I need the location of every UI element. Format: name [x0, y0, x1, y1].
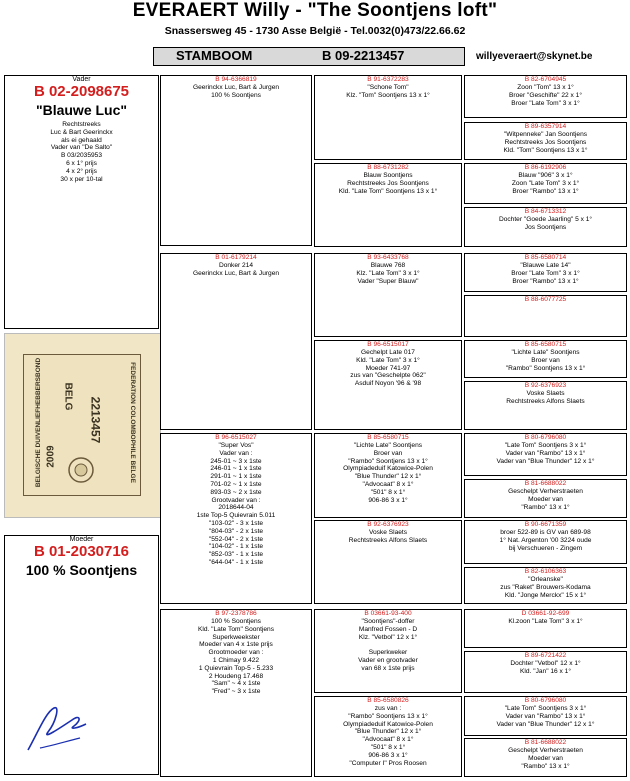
ring-number: B 01-6179214	[215, 254, 257, 261]
great-grandparent-box	[314, 163, 462, 247]
pigeon-notes: broer 522-89 is GV van 689-98 1° Nat. Argenton '00 3224 oude bij Verschueren - Zingem	[499, 529, 592, 552]
pigeon-notes: Donker 214 Geerinckx Luc, Bart & Jurgen	[192, 262, 280, 277]
ring-number: B 82-6704945	[524, 76, 567, 83]
pigeon-notes: "Orleanske" zus "Raket" Brouwers-Kodama Kld. "Jonge Merckx" 15 x 1°	[500, 576, 591, 599]
pigeon-notes: Geerinckx Luc, Bart & Jurgen 100 % Soontjens	[192, 84, 280, 99]
pigeon-notes: Geschelpt Verherstraeten Moeder van "Rambo" 13 x 1°	[508, 488, 583, 511]
great-grandparent-box	[314, 253, 462, 337]
ancestor-box	[464, 253, 627, 292]
sire-name: "Blauwe Luc"	[35, 102, 128, 118]
pigeon-notes: "Lichte Late" Soontjens Broer van "Rambo" Soontjens 13 x 1°	[505, 349, 586, 372]
ring-number: B 85-6580826	[367, 697, 409, 704]
ring-number: B 96-6515027	[215, 434, 257, 441]
pigeon-notes: "Blauwe Late 14" Broer "Late Tom" 3 x 1° Broer "Rambo" 13 x 1°	[511, 262, 580, 285]
pigeon-notes: Blauwe 768 Klz. "Late Tom" 3 x 1° Vader "Super Blauw"	[356, 262, 420, 285]
sire-details: Rechtstreeks Luc & Bart Geerinckx als ei gehaald Vader van "De Salto" B 03/2035953 6 x 1° prijs 4 x 2° prijs 30 x per 10-tal	[50, 121, 113, 183]
great-grandparent-box	[314, 696, 462, 777]
ring-number: D 03661-92-699	[521, 610, 570, 617]
sire-box	[4, 75, 159, 329]
ring-card-number: 2213457	[88, 396, 103, 444]
ancestor-box	[464, 122, 627, 160]
ring-number: B 85-6580715	[524, 341, 567, 348]
grandparent-box	[160, 609, 312, 777]
great-grandparent-box	[314, 340, 462, 430]
grandparent-box	[160, 75, 312, 246]
ancestor-box	[464, 696, 627, 736]
ring-number: B 86-6192906	[524, 164, 567, 171]
ancestor-box	[464, 520, 627, 564]
pigeon-notes: Kl.zoon "Late Tom" 3 x 1°	[508, 618, 583, 625]
dam-ring: B 01-2030716	[33, 543, 130, 560]
ancestor-box	[464, 163, 627, 204]
pigeon-notes: "Lichte Late" Soontjens Broer van "Rambo" Soontjens 13 x 1° Olympiadeduif Katowice-Polen "Blue Thunder" 12 x 1° "Advocaat" 8 x 1° "501" 8 x 1° 906-86 3 x 1°	[343, 442, 433, 504]
ancestor-box	[464, 340, 627, 378]
pedigree-ring-number: B 09-2213457	[322, 48, 405, 63]
pigeon-notes: "Super Vos" Vader van : 245-01 ~ 3 x 1ste 246-01 ~ 1 x 1ste 291-01 ~ 1 x 1ste 701-02 ~ 1 x 1ste 893-03 ~ 2 x 1ste Grootvader van : 2018644-04 1ste Top-5 Quievrain 5.011 "103-02" - 3 x 1ste "804-03" - 2 x 1ste "552-04" - 2 x 1ste "104-02" - 1 x 1ste "852-03" - 1 x 1ste "644-04" - 1 x 1ste	[196, 442, 276, 566]
email-address: willyeveraert@skynet.be	[476, 51, 593, 62]
pigeon-notes: "Witpenneke" Jan Soontjens Rechtstreeks Jos Soontjens Kld. "Tom" Soontjens 13 x 1°	[503, 131, 588, 154]
ancestor-box	[464, 609, 627, 648]
ring-number: B 91-6372283	[367, 76, 409, 83]
ring-number: B 89-6357914	[524, 123, 567, 130]
sire-role-label: Vader	[72, 76, 91, 83]
ring-number: B 80-6796080	[524, 434, 567, 441]
ancestor-box	[464, 651, 627, 693]
ring-card-year: 2009	[45, 445, 57, 468]
breeder-title: EVERAERT Willy - "The Soontjens loft"	[132, 0, 498, 21]
ring-number: B 92-6376923	[524, 382, 567, 389]
ancestor-box	[464, 75, 627, 118]
pigeon-notes: Voske Slaets Rechtstreeks Alfons Slaets	[506, 390, 585, 405]
ring-number: B 84-6713312	[524, 208, 567, 215]
pedigree-banner	[153, 47, 465, 66]
pigeon-notes: Voske Slaets Rechtstreeks Alfons Slaets	[348, 529, 428, 544]
great-grandparent-box	[314, 520, 462, 604]
ring-card-image	[4, 333, 161, 518]
pigeon-notes: "Soontjens"-doffer Manfred Fossen - D Klz. "Vetbol" 12 x 1° Superkweker Vader en grootvader van 68 x 1ste prijs	[358, 618, 418, 672]
ring-card-left-text: BELGISCHE DUIVENLIEFHEBBERSBOND	[35, 357, 43, 488]
pigeon-notes: 100 % Soontjens Kld. "Late Tom" Soontjens Superkweekster Moeder van 4 x 1ste prijs Grootmoeder van : 1 Chimay 9.422 1 Quievrain Top-5 - 5.233 2 Houdeng 17.468 "Sam" ~ 4 x 1ste "Fred" ~ 3 x 1ste	[197, 618, 275, 696]
ring-number: B 97-2378786	[215, 610, 257, 617]
pigeon-notes: Dochter "Vetbol" 12 x 1° Kld. "Jan" 16 x 1°	[510, 660, 581, 675]
ring-number: B 93-6433768	[367, 254, 409, 261]
dam-role-label: Moeder	[69, 536, 94, 543]
ancestor-box	[464, 381, 627, 430]
great-grandparent-box	[314, 75, 462, 160]
ancestor-box	[464, 207, 627, 247]
great-grandparent-box	[314, 433, 462, 518]
ring-number: B 88-6077725	[524, 296, 567, 303]
ring-card-rosette-icon	[66, 455, 96, 485]
ring-number: B 92-6376923	[367, 521, 409, 528]
pigeon-notes: Dochter "Goede Jaarling" 5 x 1° Jos Soontjens	[498, 216, 593, 231]
pedigree-label: STAMBOOM	[176, 48, 253, 63]
ring-number: B 90-6671359	[524, 521, 567, 528]
pigeon-notes: Gechelpt Late 017 Kld. "Late Tom" 3 x 1° Moeder 741-97 zus van "Geschelpte 062" Asduif Noyon '96 & '98	[350, 349, 426, 388]
ring-number: B 88-6731282	[367, 164, 409, 171]
pigeon-notes: "Late Tom" Soontjens 3 x 1° Vader van "Rambo" 13 x 1° Vader van "Blue Thunder" 12 x 1°	[496, 442, 595, 465]
pigeon-notes: Geschelpt Verherstraeten Moeder van "Rambo" 13 x 1°	[508, 747, 583, 770]
grandparent-box	[160, 433, 312, 604]
pigeon-notes: "Late Tom" Soontjens 3 x 1° Vader van "Rambo" 13 x 1° Vader van "Blue Thunder" 12 x 1°	[496, 705, 595, 728]
ancestor-box	[464, 479, 627, 518]
ring-number: B 81-6688022	[524, 480, 567, 487]
ring-number: B 81-6688022	[524, 739, 567, 746]
grandparent-box	[160, 253, 312, 430]
ring-card-frame	[23, 354, 141, 496]
ring-number: B 96-6515017	[367, 341, 409, 348]
ancestor-box	[464, 433, 627, 476]
dam-name: 100 % Soontjens	[25, 562, 138, 578]
great-grandparent-box	[314, 609, 462, 693]
ring-number: B 85-6580714	[524, 254, 567, 261]
ring-card-right-text: FEDERATION COLOMBOPHILE BELGE	[128, 362, 136, 483]
ring-number: B 85-6580715	[367, 434, 409, 441]
ring-number: B 89-6721422	[524, 652, 567, 659]
pigeon-notes: zus van : "Rambo" Soontjens 13 x 1° Olympiadeduif Katowice-Polen "Blue Thunder" 12 x 1° "Advocaat" 8 x 1° "501" 8 x 1° 906-86 3 x 1° "Computer I" Pros Roosen	[343, 705, 433, 767]
ring-number: B 94-6366819	[215, 76, 257, 83]
pigeon-notes: Blauw "906" 3 x 1° Zoon "Late Tom" 3 x 1° Broer "Rambo" 13 x 1°	[511, 172, 580, 195]
pigeon-notes: "Schone Tom" Klz. "Tom" Soontjens 13 x 1°	[346, 84, 430, 99]
breeder-address: Snassersweg 45 - 1730 Asse België - Tel.0032(0)473/22.66.62	[164, 25, 466, 37]
ancestor-box	[464, 567, 627, 604]
ring-number: B 03661-93-400	[364, 610, 412, 617]
ancestor-box	[464, 295, 627, 337]
ancestor-box	[464, 738, 627, 777]
dam-box	[4, 535, 159, 775]
sire-ring: B 02-2098675	[33, 83, 130, 100]
ring-number: B 80-6796080	[524, 697, 567, 704]
pigeon-notes: Blauw Soontjens Rechtstreeks Jos Soontjens Kld. "Late Tom" Soontjens 13 x 1°	[338, 172, 438, 195]
ring-card-country: BELG	[62, 382, 74, 411]
pigeon-notes: Zoon "Tom" 13 x 1° Broer "Geschifte" 22 x 1° Broer "Late Tom" 3 x 1°	[509, 84, 582, 107]
signature-image	[20, 702, 90, 757]
ring-number: B 82-6106363	[524, 568, 567, 575]
